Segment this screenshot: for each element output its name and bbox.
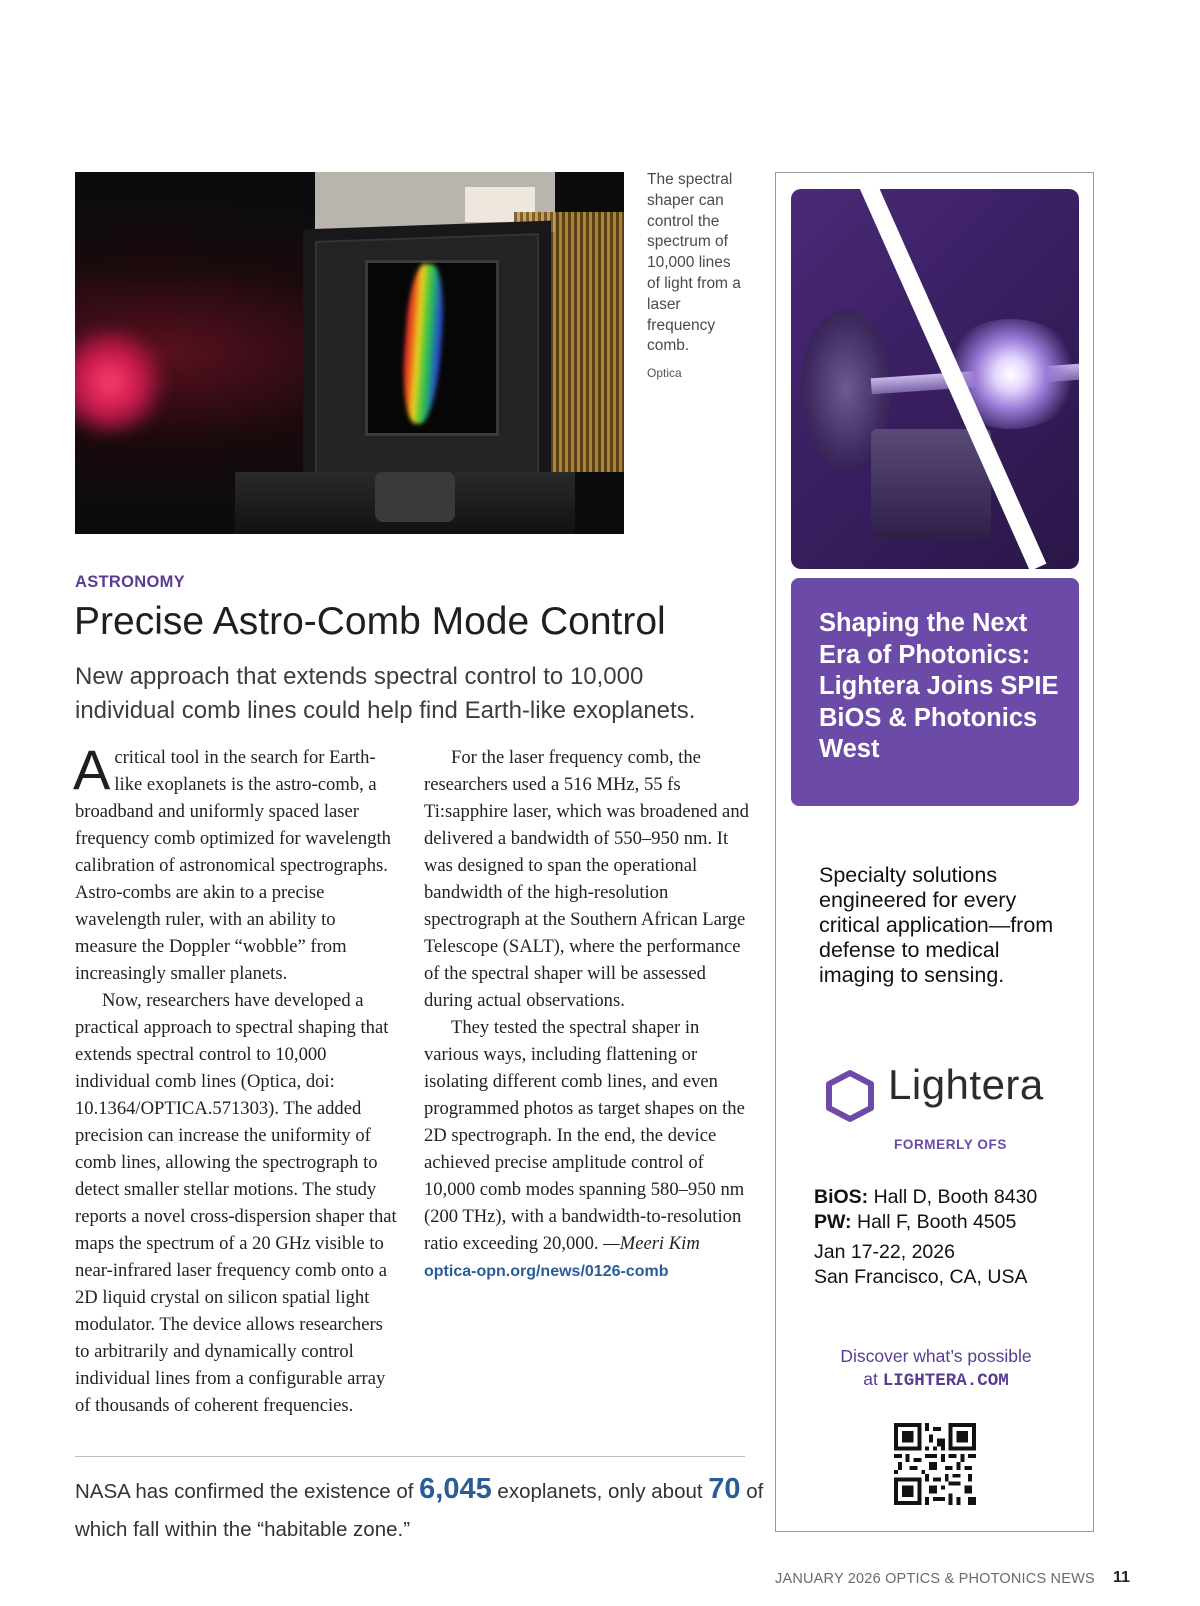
ad-photo (791, 189, 1079, 569)
fact-number-exoplanets: 6,045 (419, 1473, 492, 1505)
pw-value: Hall F, Booth 4505 (851, 1211, 1017, 1233)
article-headline: Precise Astro-Comb Mode Control (74, 600, 666, 643)
article-column-1 (73, 738, 397, 1419)
page-number: 11 (1113, 1569, 1130, 1586)
article-column-2 (424, 744, 750, 1285)
fact-callout (75, 1470, 765, 1549)
ad-body-text: Specialty solutions engineered for every critical application—from defense to medical imaging to sensing. (819, 863, 1054, 987)
section-label: ASTRONOMY (75, 573, 185, 591)
photo-detail (75, 322, 165, 442)
event-dates: Jan 17-22, 2026 (814, 1241, 955, 1263)
logo-subtitle: FORMERLY OFS (894, 1137, 1007, 1152)
article-paragraph: For the laser frequency comb, the researchers used a 516 MHz, 55 fs Ti:sapphire laser, which was broadened and delivered a bandwidth of 550–950 nm. It was designed to span the operational bandwidth of the high-resolution spectrograph at the Southern African Large Telescope (SALT), where the performance of the spectral shaper will be assessed during actual observations. (424, 747, 749, 1011)
byline: —Meeri Kim (603, 1233, 700, 1254)
event-location: San Francisco, CA, USA (814, 1266, 1028, 1288)
bios-booth (814, 1185, 1074, 1210)
bios-label: BiOS: (814, 1186, 869, 1208)
fact-text: of which fall within the “habitable zone.” (75, 1480, 764, 1541)
paragraph-text: They tested the spectral shaper in various ways, including flattening or isolating different comb lines, and even programmed photos as target shapes on the 2D spectrograph. In the end, the device achieved precise amplitude control of 10,000 comb modes spanning 580–950 nm (200 THz), with a bandwidth-to-resolution ratio exceeding 20,000. (424, 1017, 745, 1254)
divider (75, 1456, 745, 1457)
photo-caption (647, 170, 747, 384)
article-link[interactable]: optica-opn.org/news/0126-comb (424, 1263, 669, 1280)
photo-credit: Optica (647, 366, 682, 381)
advertisement[interactable] (775, 172, 1094, 1532)
event-details (814, 1185, 1074, 1290)
article-paragraph (73, 738, 397, 987)
article-dek: New approach that extends spectral control to 10,000 individual comb lines could help find Earth-like exoplanets. (75, 663, 696, 724)
article-paragraph: Now, researchers have developed a practical approach to spectral shaping that extends spectral control to 10,000 individual comb lines (Optica, doi: 10.1364/OPTICA.571303). The added precision can increase the uniformity of comb lines, allowing the spectrograph to detect smaller stellar motions. The study reports a novel cross-dispersion shaper that maps the spectrum of a 20 GHz visible to near-infrared laser frequency comb onto a 2D liquid crystal on silicon spatial light modulator. The device allows researchers to arbitrarily and dynamically control individual lines from a configurable array of thousands of coherent frequencies. (75, 990, 397, 1416)
discover-callout[interactable] (806, 1345, 1066, 1393)
bios-value: Hall D, Booth 8430 (868, 1186, 1038, 1208)
photo-detail (871, 429, 991, 539)
pw-booth (814, 1210, 1074, 1235)
lightera-logo-text: Lightera (888, 1061, 1044, 1108)
fact-text: NASA has confirmed the existence of (75, 1480, 420, 1503)
qr-code-icon[interactable] (894, 1423, 976, 1505)
page-footer: JANUARY 2026 OPTICS & PHOTONICS NEWS (775, 1571, 1095, 1587)
paragraph-text: critical tool in the search for Earth-like exoplanets is the astro-comb, a broadband and uniformly spaced laser frequency comb optimized for wavelength calibration of astronomical spectrographs. Astro-combs are akin to a precise wavelength ruler, with an ability to measure the Doppler “wobble” from increasingly smaller planets. (75, 747, 391, 984)
photo-caption-text: The spectral shaper can control the spectrum of 10,000 lines of light from a laser frequency comb. (647, 171, 741, 355)
fact-number-habitable: 70 (708, 1473, 741, 1505)
ad-headline: Shaping the Next Era of Photonics: Lightera Joins SPIE BiOS & Photonics West (819, 609, 1059, 763)
article-paragraph (424, 1014, 750, 1257)
drop-cap: A (73, 738, 111, 801)
article-photo (75, 172, 624, 534)
discover-url-line (806, 1368, 1066, 1393)
discover-at: at (863, 1369, 883, 1389)
ad-url[interactable]: LIGHTERA.COM (882, 1371, 1009, 1391)
fact-text: exoplanets, only about (491, 1480, 709, 1503)
discover-text: Discover what’s possible (840, 1346, 1032, 1366)
pw-label: PW: (814, 1211, 852, 1233)
ad-headline-box (791, 578, 1079, 806)
photo-detail (375, 472, 455, 522)
lightera-logo-icon (824, 1070, 876, 1122)
